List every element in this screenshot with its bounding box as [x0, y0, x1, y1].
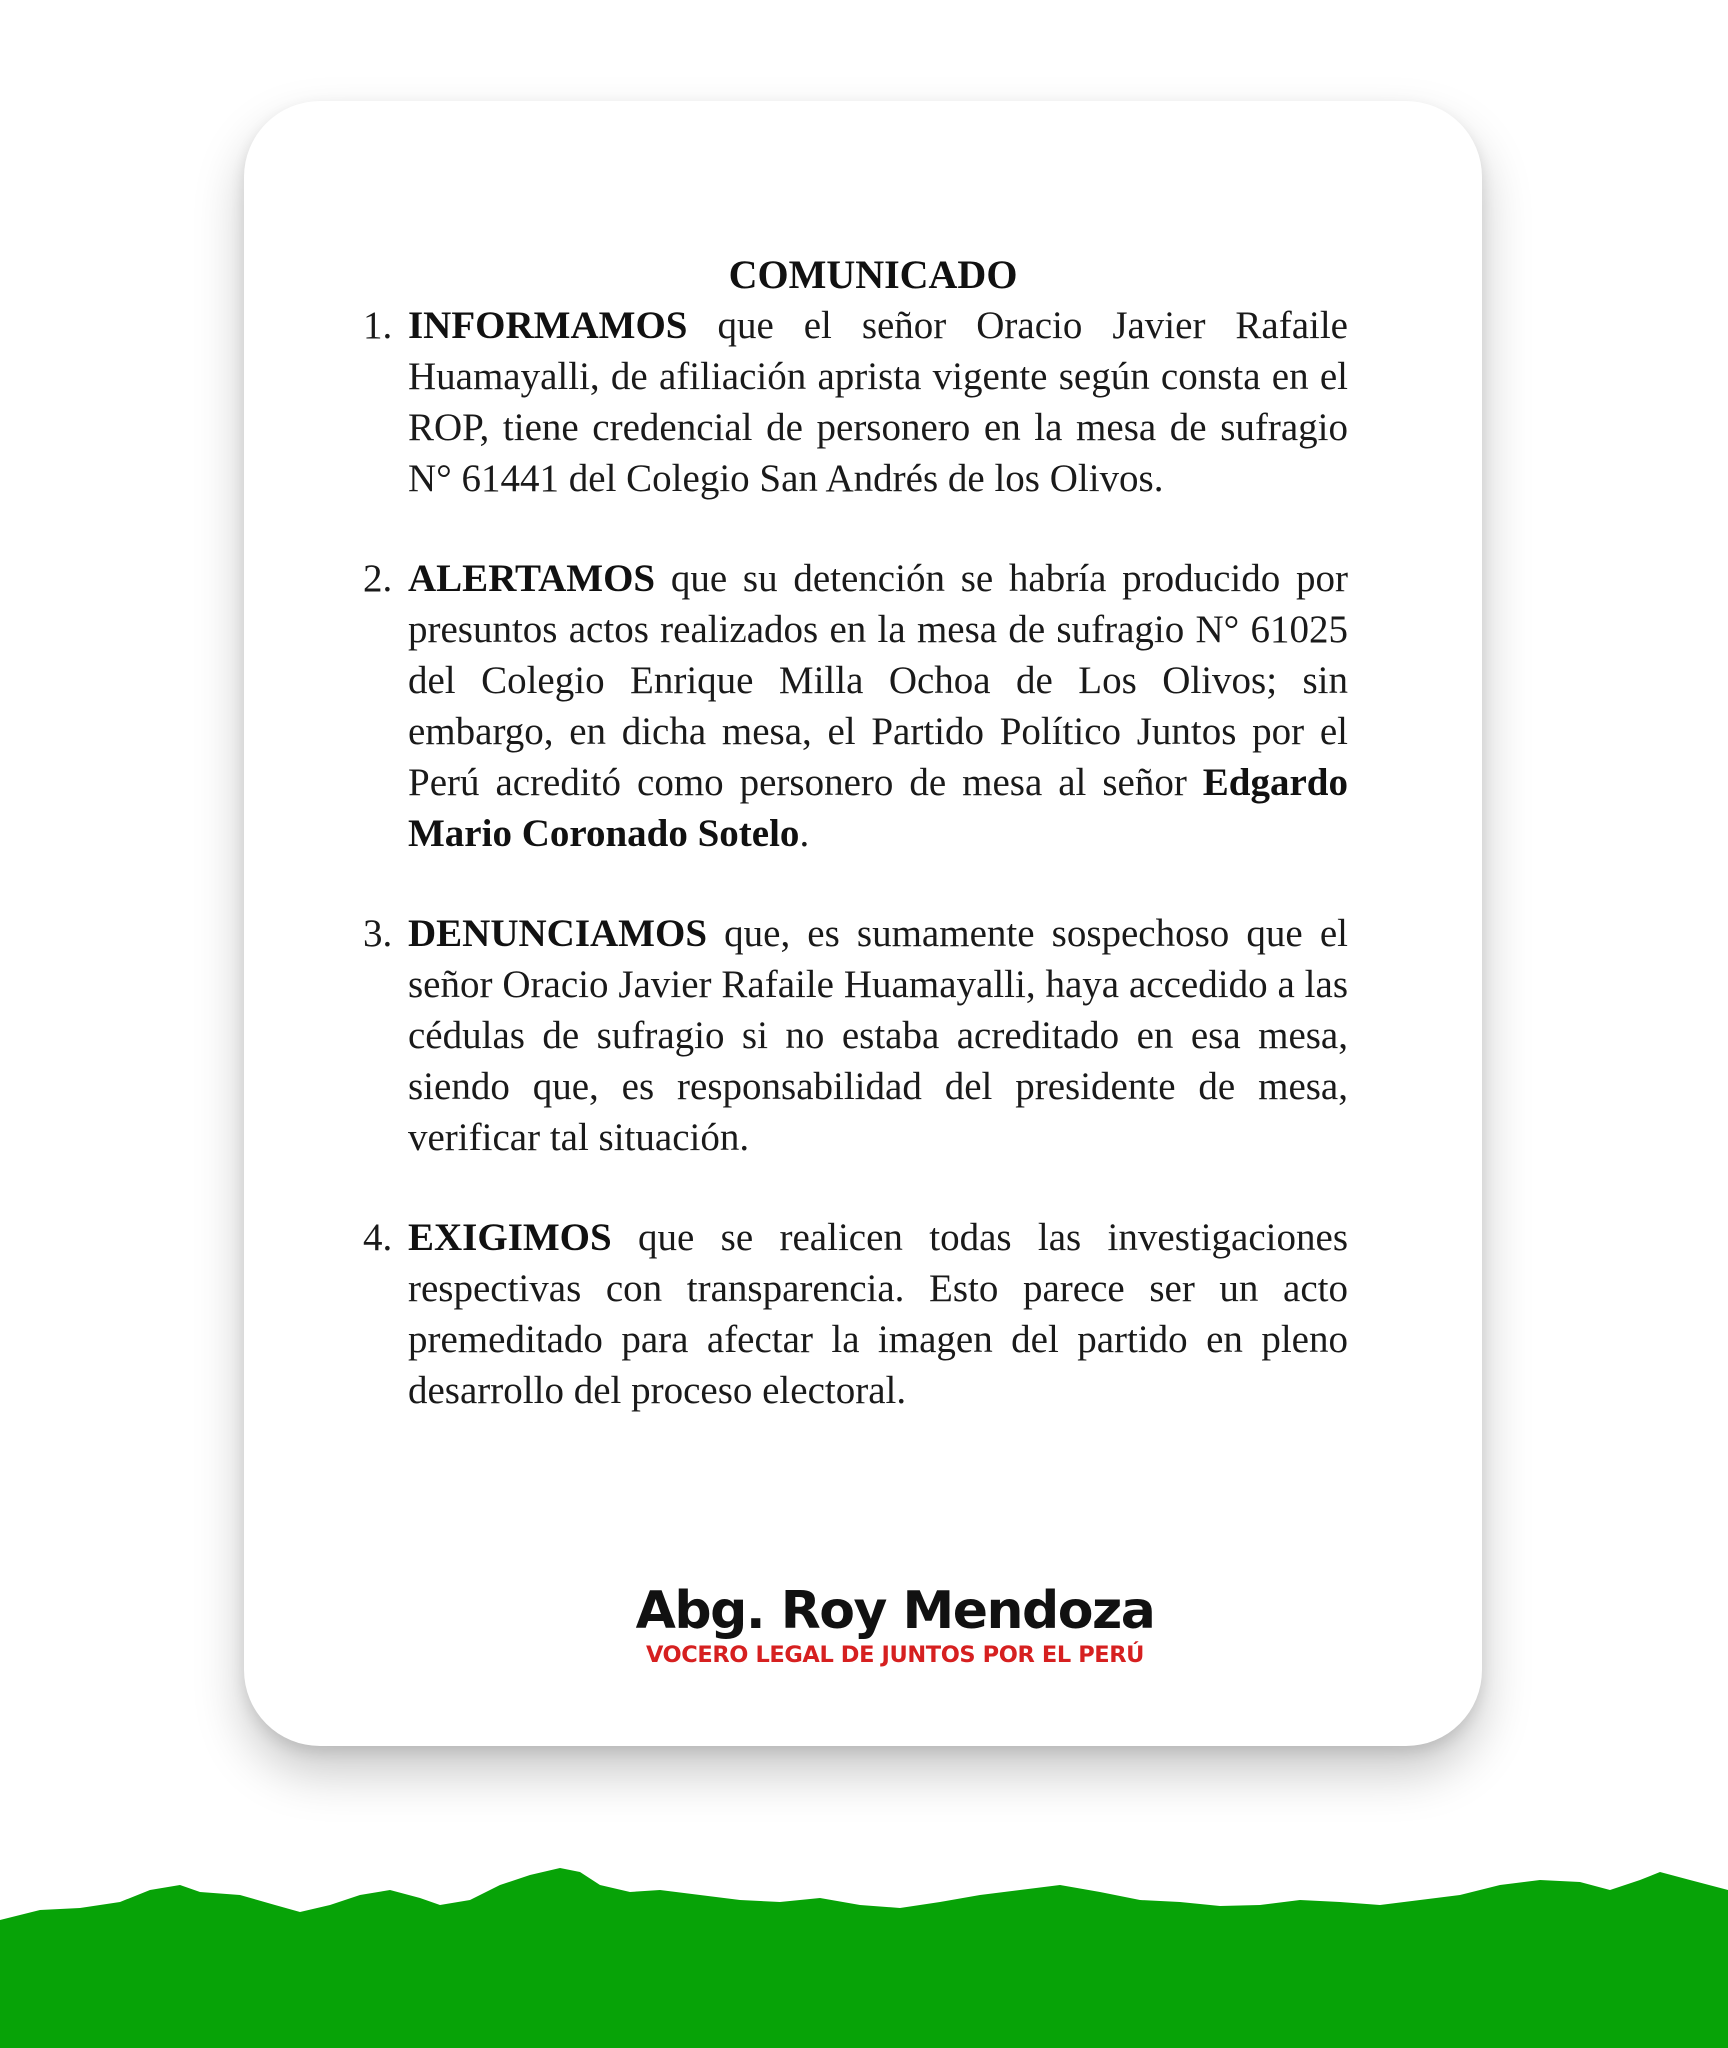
- statement-list: [363, 300, 1348, 1416]
- green-mountain-shape: [0, 1868, 1728, 2048]
- item-number: 1.: [363, 304, 393, 347]
- item-keyword: DENUNCIAMOS: [408, 912, 708, 955]
- item-keyword: ALERTAMOS: [408, 557, 656, 600]
- item-number: 2.: [363, 557, 393, 600]
- statement-item-3: [363, 908, 1348, 1163]
- signatory-name: Abg. Roy Mendoza: [635, 1581, 1155, 1641]
- statement-item-1: [363, 300, 1348, 504]
- signature-block: [244, 1581, 1482, 1669]
- item-keyword: EXIGIMOS: [408, 1216, 612, 1259]
- statement-card: [244, 101, 1482, 1746]
- green-torn-edge-footer: [0, 1850, 1728, 2048]
- item-text: que el señor Oracio Javier Rafaile Huamayalli, de afiliación aprista vigente según consta en el ROP, tiene credencial de personero en la mesa de sufragio N° 61441 del Colegio San Andrés de los Olivos.: [408, 304, 1348, 500]
- item-text: que su detención se habría producido por presuntos actos realizados en la mesa de sufragio N° 61025 del Colegio Enrique Milla Ochoa de Los Olivos; sin embargo, en dicha mesa, el Partido Político Juntos por el Perú acreditó como personero de mesa al señor: [408, 557, 1348, 804]
- personero-name: Edgardo Mario Coronado Sotelo: [408, 761, 1348, 855]
- statement-item-4: [363, 1212, 1348, 1416]
- item-text: que se realicen todas las investigaciones respectivas con transparencia. Esto parece ser un acto premeditado para afectar la imagen del partido en pleno desarrollo del proceso electoral.: [408, 1216, 1348, 1412]
- item-number: 4.: [363, 1216, 393, 1259]
- item-keyword: INFORMAMOS: [408, 304, 688, 347]
- statement-item-2: [363, 553, 1348, 859]
- document-title: COMUNICADO: [728, 252, 1018, 297]
- signatory-role: VOCERO LEGAL DE JUNTOS POR EL PERÚ: [645, 1642, 1145, 1668]
- item-text: que, es sumamente sospechoso que el señor Oracio Javier Rafaile Huamayalli, haya accedido a las cédulas de sufragio si no estaba acreditado en esa mesa, siendo que, es responsabilidad del presidente de mesa, verificar tal situación.: [408, 912, 1348, 1159]
- item-end: .: [799, 812, 810, 855]
- item-number: 3.: [363, 912, 393, 955]
